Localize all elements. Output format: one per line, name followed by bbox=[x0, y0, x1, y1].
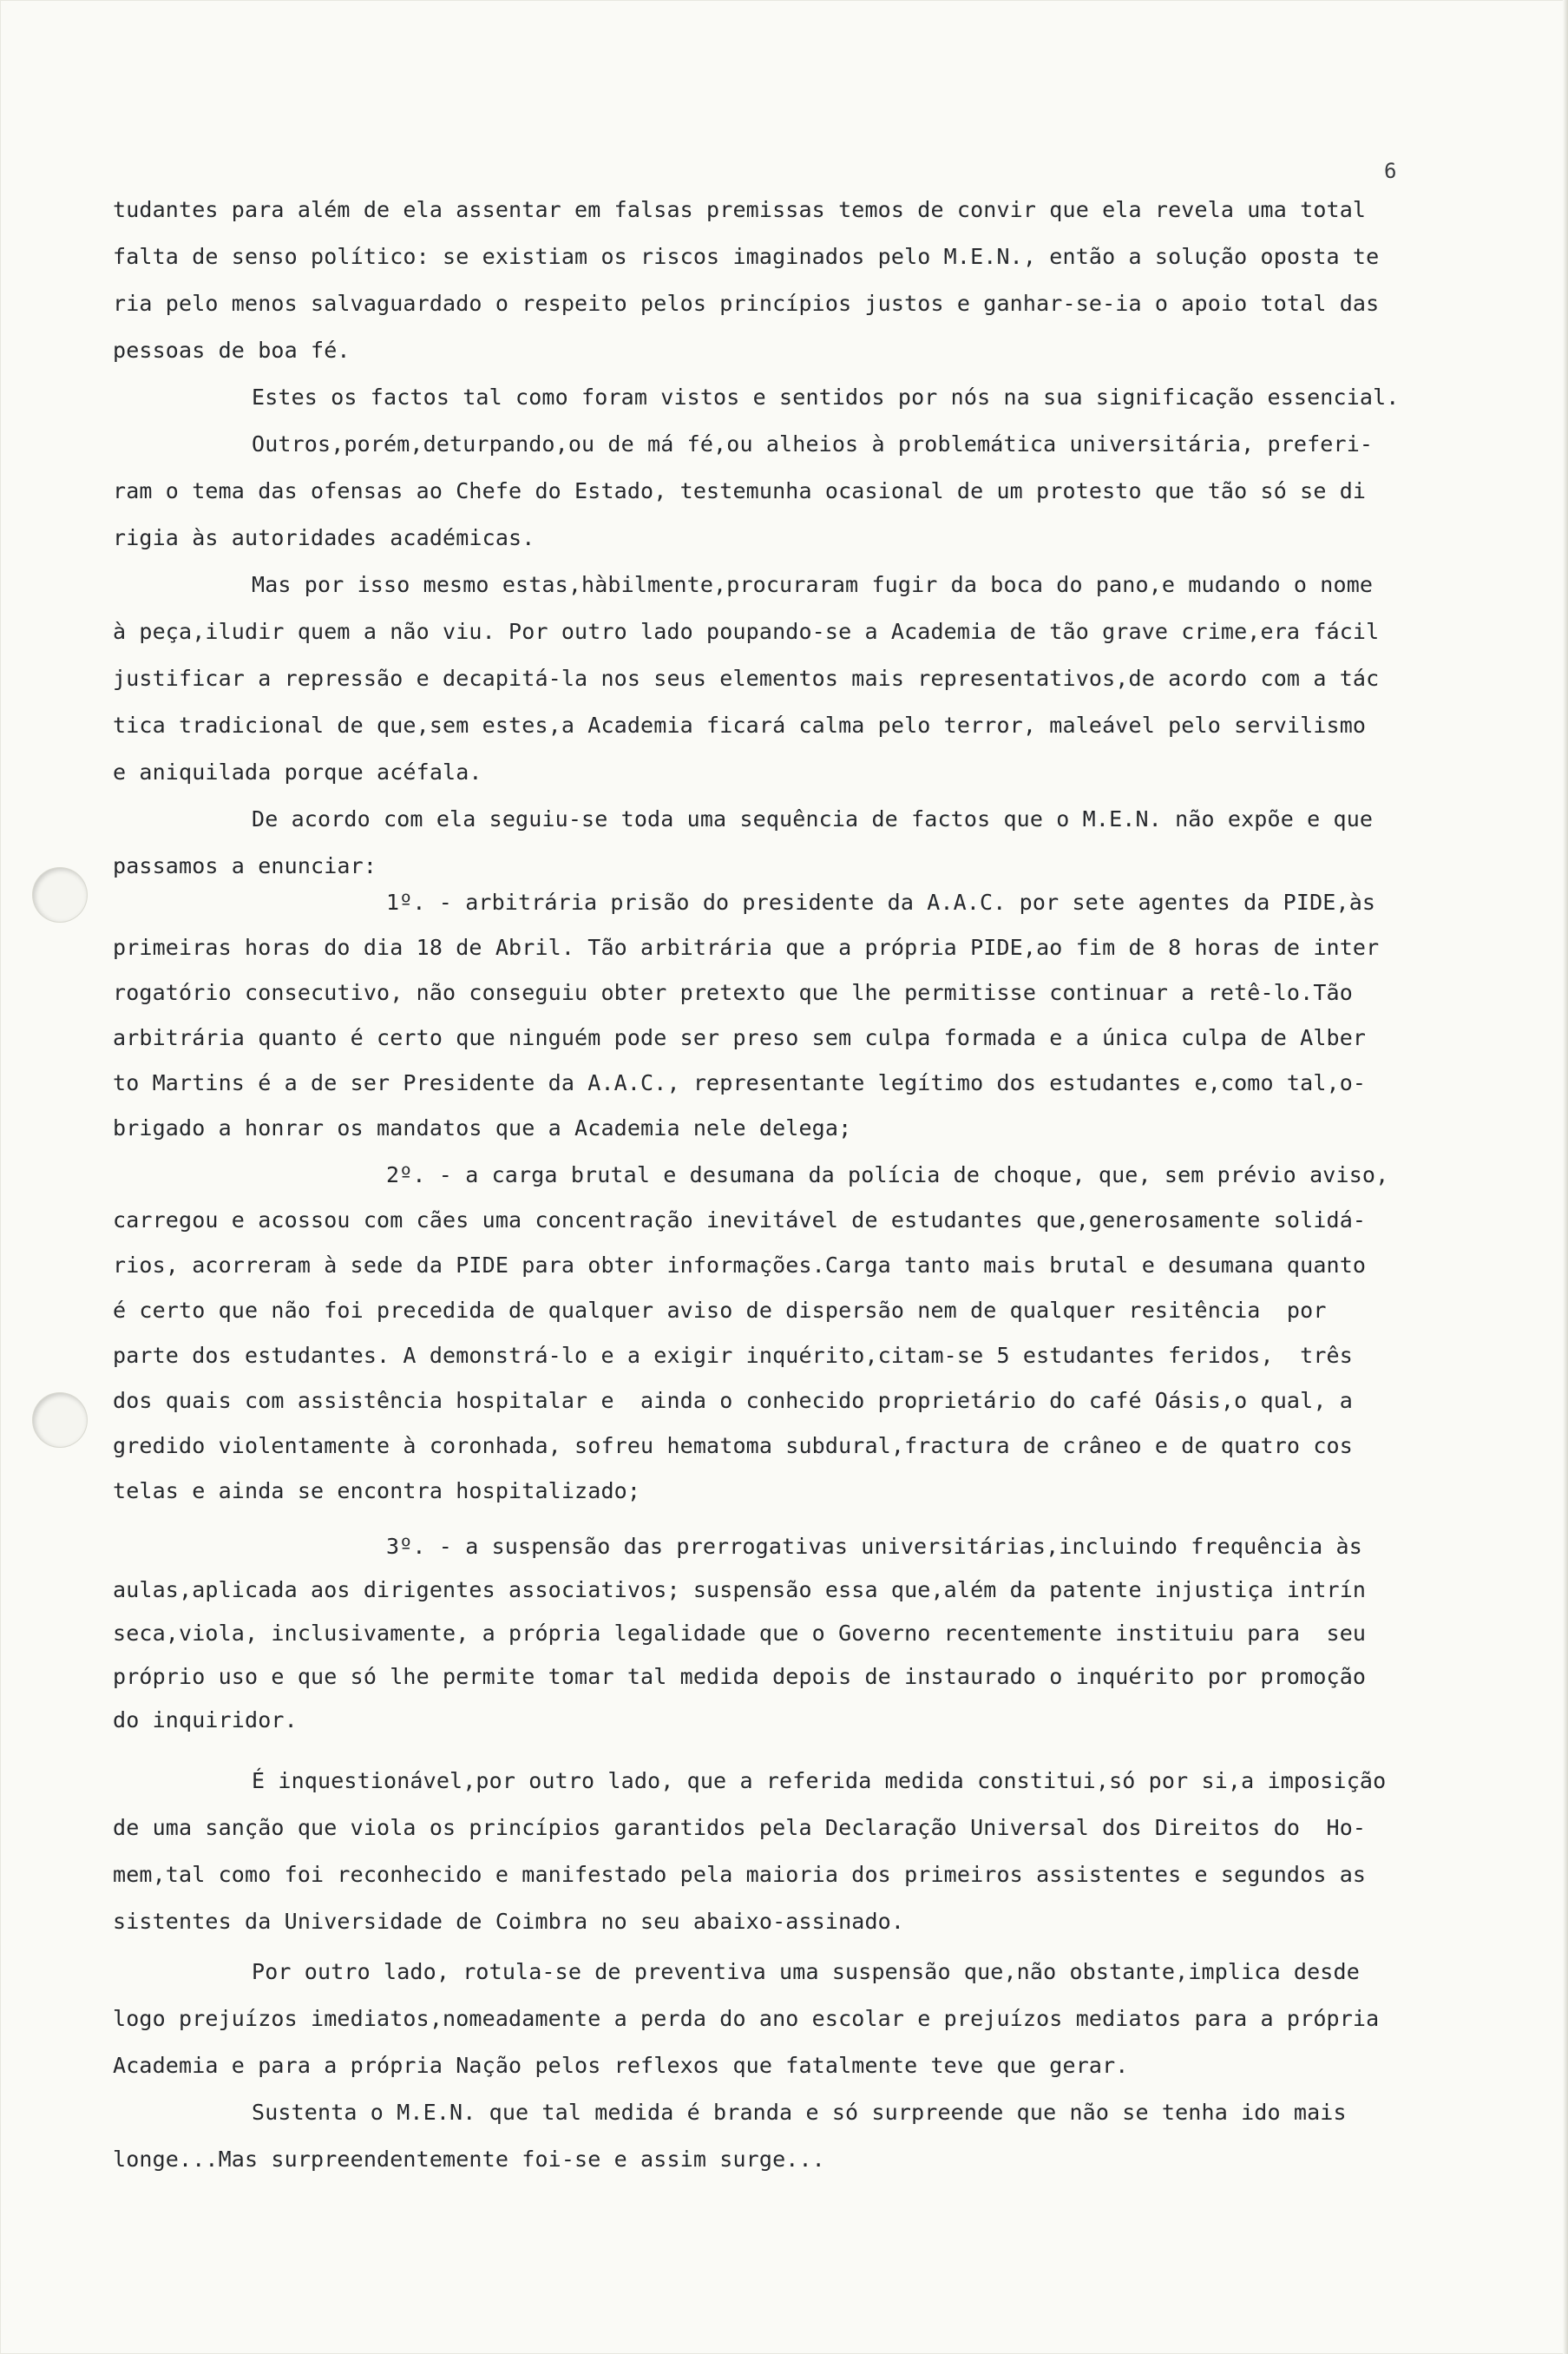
text-line: próprio uso e que só lhe permite tomar tal medida depois de instaurado o inquérito por promoção bbox=[113, 1664, 1367, 1689]
text-line: brigado a honrar os mandatos que a Academia nele delega; bbox=[113, 1115, 852, 1141]
text-line: pessoas de boa fé. bbox=[113, 338, 351, 363]
text-line: 3º. - a suspensão das prerrogativas universitárias,incluindo frequência às bbox=[386, 1534, 1362, 1559]
text-line: rogatório consecutivo, não conseguiu obter pretexto que lhe permitisse continuar a retê-lo.Tão bbox=[113, 980, 1353, 1005]
text-line: e aniquilada porque acéfala. bbox=[113, 759, 482, 785]
text-line: longe...Mas surpreendentemente foi-se e assim surge... bbox=[113, 2147, 825, 2172]
text-line: arbitrária quanto é certo que ninguém pode ser preso sem culpa formada e a única culpa de Alber bbox=[113, 1025, 1367, 1050]
text-line: Outros,porém,deturpando,ou de má fé,ou alheios à problemática universitária, preferi- bbox=[252, 431, 1374, 457]
text-line: seca,viola, inclusivamente, a própria legalidade que o Governo recentemente instituiu para seu bbox=[113, 1621, 1367, 1646]
text-line: Por outro lado, rotula-se de preventiva uma suspensão que,não obstante,implica desde bbox=[252, 1959, 1360, 1984]
text-line: ria pelo menos salvaguardado o respeito pelos princípios justos e ganhar-se-ia o apoio total das bbox=[113, 291, 1380, 316]
text-line: Mas por isso mesmo estas,hàbilmente,procuraram fugir da boca do pano,e mudando o nome bbox=[252, 572, 1374, 597]
text-line: primeiras horas do dia 18 de Abril. Tão arbitrária que a própria PIDE,ao fim de 8 horas de inter bbox=[113, 935, 1380, 960]
text-line: mem,tal como foi reconhecido e manifestado pela maioria dos primeiros assistentes e segundos as bbox=[113, 1862, 1367, 1887]
text-line: telas e ainda se encontra hospitalizado; bbox=[113, 1478, 641, 1503]
text-line: justificar a repressão e decapitá-la nos seus elementos mais representativos,de acordo com a tác bbox=[113, 666, 1380, 691]
text-line: dos quais com assistência hospitalar e ainda o conhecido proprietário do café Oásis,o qual, a bbox=[113, 1388, 1353, 1413]
text-line: sistentes da Universidade de Coimbra no seu abaixo-assinado. bbox=[113, 1909, 905, 1934]
text-line: Estes os factos tal como foram vistos e sentidos por nós na sua significação essencial. bbox=[252, 385, 1400, 410]
text-line: tudantes para além de ela assentar em falsas premissas temos de convir que ela revela uma total bbox=[113, 197, 1367, 222]
punch-hole-bottom bbox=[33, 1393, 87, 1447]
text-line: Sustenta o M.E.N. que tal medida é branda e só surpreende que não se tenha ido mais bbox=[252, 2100, 1347, 2125]
page-number: 6 bbox=[1384, 159, 1397, 183]
text-line: Academia e para a própria Nação pelos reflexos que fatalmente teve que gerar. bbox=[113, 2053, 1129, 2078]
text-line: à peça,iludir quem a não viu. Por outro lado poupando-se a Academia de tão grave crime,era fácil bbox=[113, 619, 1380, 644]
text-line: 2º. - a carga brutal e desumana da polícia de choque, que, sem prévio aviso, bbox=[386, 1162, 1389, 1187]
text-line: parte dos estudantes. A demonstrá-lo e a exigir inquérito,citam-se 5 estudantes feridos, três bbox=[113, 1343, 1353, 1368]
text-line: de uma sanção que viola os princípios garantidos pela Declaração Universal dos Direitos do Ho- bbox=[113, 1815, 1367, 1840]
punch-hole-top bbox=[33, 868, 87, 922]
text-line: do inquiridor. bbox=[113, 1707, 298, 1733]
text-line: rigia às autoridades académicas. bbox=[113, 525, 535, 550]
page-edge-shadow bbox=[1563, 0, 1568, 2354]
text-line: falta de senso político: se existiam os riscos imaginados pelo M.E.N., então a solução oposta te bbox=[113, 244, 1380, 269]
text-line: tica tradicional de que,sem estes,a Academia ficará calma pelo terror, maleável pelo servilismo bbox=[113, 713, 1367, 738]
text-line: passamos a enunciar: bbox=[113, 853, 377, 878]
text-line: gredido violentamente à coronhada, sofreu hematoma subdural,fractura de crâneo e de quatro cos bbox=[113, 1433, 1353, 1458]
text-line: é certo que não foi precedida de qualquer aviso de dispersão nem de qualquer resitência por bbox=[113, 1298, 1327, 1323]
text-line: carregou e acossou com cães uma concentração inevitável de estudantes que,generosamente solidá- bbox=[113, 1207, 1367, 1233]
text-line: 1º. - arbitrária prisão do presidente da A.A.C. por sete agentes da PIDE,às bbox=[386, 890, 1376, 915]
text-line: De acordo com ela seguiu-se toda uma sequência de factos que o M.E.N. não expõe e que bbox=[252, 806, 1374, 832]
text-line: ram o tema das ofensas ao Chefe do Estado, testemunha ocasional de um protesto que tão só se di bbox=[113, 478, 1367, 503]
text-line: É inquestionável,por outro lado, que a referida medida constitui,só por si,a imposição bbox=[252, 1768, 1387, 1793]
text-line: rios, acorreram à sede da PIDE para obter informações.Carga tanto mais brutal e desumana quanto bbox=[113, 1253, 1367, 1278]
text-line: aulas,aplicada aos dirigentes associativos; suspensão essa que,além da patente injustiça intrín bbox=[113, 1577, 1367, 1602]
text-line: to Martins é a de ser Presidente da A.A.C., representante legítimo dos estudantes e,como tal,o- bbox=[113, 1070, 1367, 1095]
text-line: logo prejuízos imediatos,nomeadamente a perda do ano escolar e prejuízos mediatos para a própria bbox=[113, 2006, 1380, 2031]
